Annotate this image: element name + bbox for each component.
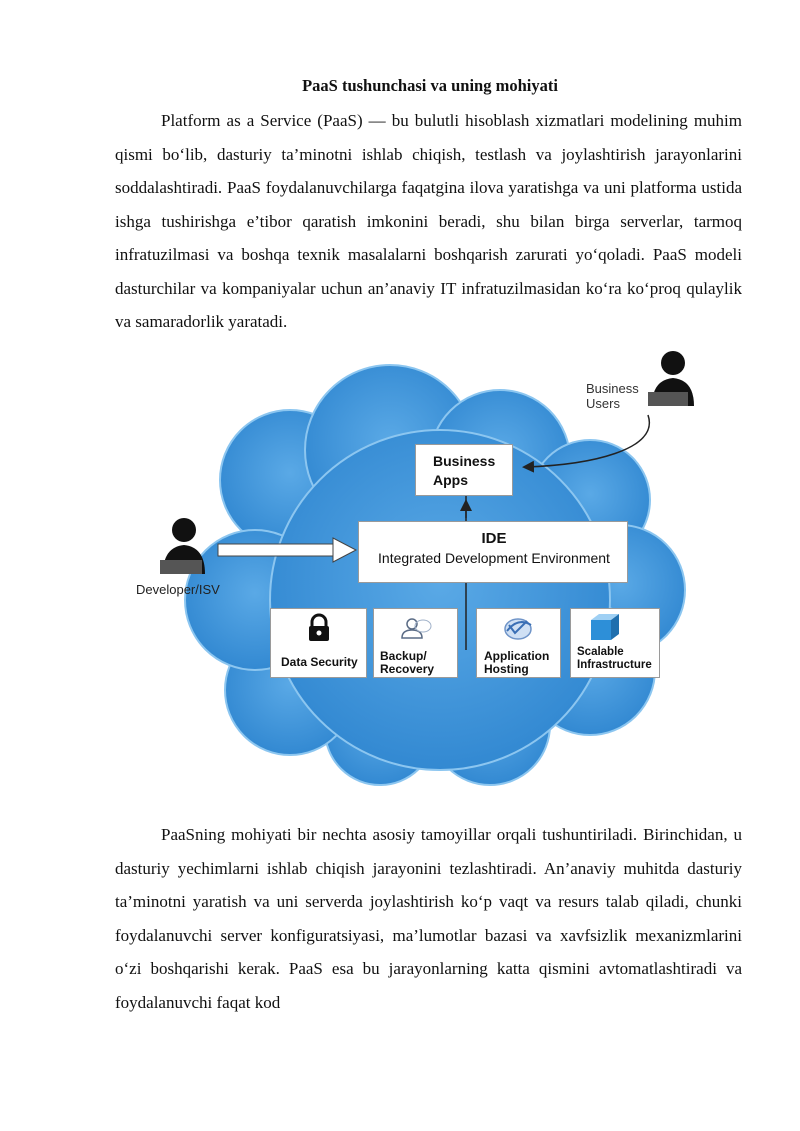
backup-recovery-label: Backup/ Recovery [380, 649, 435, 676]
ide-title: IDE [481, 530, 507, 547]
business-apps-box [415, 444, 513, 496]
developer-icon [160, 518, 205, 574]
paragraph-intro: Platform as a Service (PaaS) — bu bulutli hisoblash xizmatlari modelining muhim qismi bo‘lib, dasturiy ta’minotni ishlab chiqish, testlash va joylashtirish jarayonlarini soddalashtiradi. PaaS foydalanuvchilarga faqatgina ilova yaratishga va uni platforma ustida ishga tushirishga e’tibor qaratish imkonini beradi, shu bilan birga serverlar, tarmoq infratuzilmasi va boshqa texnik masalalarni boshqarish zarurati yo‘qoladi. PaaS modeli dasturchilar va kompaniyalar uchun an’anaviy IT infratuzilmasidan ko‘ra ko‘proq qulaylik va samaradorlik yaratadi. [115, 111, 742, 331]
paragraph-essence: PaaSning mohiyati bir nechta asosiy tamoyillar orqali tushuntiriladi. Birinchidan, u dasturiy yechimlarni ishlab chiqish jarayonini tezlashtiradi. An’anaviy muhitda dasturiy ta’minotni yaratish va uni serverda joylashtirish ko‘p vaqt va resurs talab qiladi, chunki foydalanuvchi server konfiguratsiyasi, ma’lumotlar bazasi va xavfsizlik mexanizmlarini o‘zi boshqarishi kerak. PaaS esa bu jarayonlarning katta qismini avtomatlashtiradi va foydalanuvchi faqat kod [115, 825, 742, 1012]
hosting-icon [501, 613, 535, 643]
cube-icon [585, 612, 623, 642]
page-title: PaaS tushunchasi va uning mohiyati [302, 76, 558, 95]
scalable-infrastructure-label: Scalable Infrastructure [577, 646, 652, 671]
ide-subtitle: Integrated Development Environment [378, 550, 610, 566]
service-data-security [270, 608, 367, 678]
service-scalable-infrastructure [570, 608, 660, 678]
data-security-label: Data Security [281, 655, 358, 669]
ide-box [358, 521, 628, 583]
developer-label: Developer/ISV [136, 582, 220, 597]
business-users-label: Business Users [586, 381, 639, 411]
lock-icon [304, 613, 334, 643]
service-application-hosting [476, 608, 561, 678]
service-backup-recovery [373, 608, 458, 678]
business-apps-label: Business Apps [433, 453, 496, 488]
paas-diagram [120, 340, 720, 790]
backup-icon [398, 614, 432, 642]
application-hosting-label: Application Hosting [484, 649, 550, 676]
